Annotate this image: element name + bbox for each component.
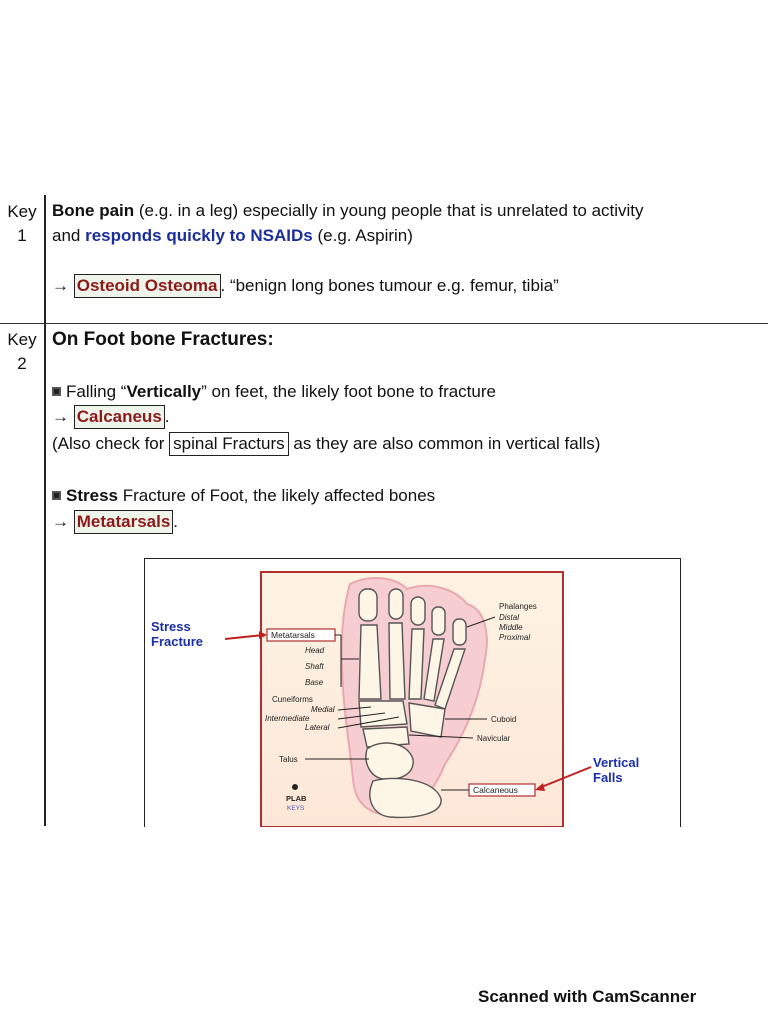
key2-item1-answer: → Calcaneus . <box>52 404 170 429</box>
middle-label: Middle <box>499 623 523 632</box>
key1-label: Key 1 <box>7 202 37 245</box>
stress-arrow <box>225 635 263 639</box>
metatarsals-box: Metatarsals <box>74 510 174 534</box>
toe-1 <box>359 589 377 621</box>
bullet-icon <box>52 387 61 396</box>
scanner-footer: Scanned with CamScanner <box>478 987 697 1006</box>
key2-label: Key 2 <box>7 330 37 373</box>
proximal-label: Proximal <box>499 633 531 642</box>
calcaneus-box: Calcaneus <box>74 405 165 429</box>
navicular-label: Navicular <box>477 734 511 743</box>
head-label: Head <box>305 646 325 655</box>
diagnosis-box: Osteoid Osteoma <box>74 274 221 298</box>
arrow-icon: → <box>52 512 69 531</box>
medial-label: Medial <box>311 705 335 714</box>
lateral-label: Lateral <box>305 723 330 732</box>
metatarsal-3 <box>409 629 424 699</box>
toe-3 <box>411 597 425 625</box>
vertical-label: Vertical <box>593 755 640 770</box>
key2-item1: Falling “Vertically” on feet, the likely foot bone to fracture <box>52 379 496 404</box>
key1-line1: Bone pain (e.g. in a leg) especially in young people that is unrelated to activity <box>52 201 644 220</box>
fracture-label: Fracture <box>151 634 204 649</box>
toe-2 <box>389 589 403 619</box>
plab-logo-icon <box>292 784 298 790</box>
metatarsal-2 <box>389 623 405 699</box>
talus-bone <box>366 743 413 779</box>
metatarsals-label: Metatarsals <box>271 630 315 640</box>
falls-label: Falls <box>593 770 623 785</box>
key2-heading: On Foot bone Fractures: <box>52 329 274 350</box>
toe-5 <box>453 619 466 645</box>
table-row-divider <box>0 323 768 324</box>
cuboid-bone <box>409 703 445 737</box>
foot-skeleton-diagram <box>145 559 680 827</box>
cuboid-label: Cuboid <box>491 715 517 724</box>
logo-text-2: KEYS <box>287 805 305 812</box>
distal-label: Distal <box>499 613 520 622</box>
stress-label: Stress <box>151 619 191 634</box>
key2-item2-answer: → Metatarsals . <box>52 509 178 534</box>
shaft-label: Shaft <box>305 662 324 671</box>
arrow-icon: → <box>52 407 69 426</box>
key2-item2: Stress Fracture of Foot, the likely affected bones <box>52 483 435 508</box>
foot-bone-figure <box>144 558 681 827</box>
phalanges-label: Phalanges <box>499 602 537 611</box>
spinal-fracture-box: spinal Fracturs <box>169 432 288 456</box>
bullet-icon <box>52 491 61 500</box>
key1-diagnosis-line: → Osteoid Osteoma . “benign long bones tumour e.g. femur, tibia” <box>52 273 559 298</box>
logo-text-1: PLAB <box>286 794 307 803</box>
key1-line2: and responds quickly to NSAIDs (e.g. Aspirin) <box>52 226 413 245</box>
metatarsal-1 <box>359 625 381 699</box>
base-label: Base <box>305 678 324 687</box>
cuneiforms-label: Cuneiforms <box>272 695 313 704</box>
intermediate-label: Intermediate <box>265 714 310 723</box>
talus-label: Talus <box>279 755 298 764</box>
arrow-icon: → <box>52 276 69 295</box>
toe-4 <box>432 607 445 635</box>
table-column-divider <box>44 195 46 826</box>
calcaneous-label: Calcaneous <box>473 785 518 795</box>
key2-item1-note: (Also check for spinal Fracturs as they are also common in vertical falls) <box>52 431 600 456</box>
